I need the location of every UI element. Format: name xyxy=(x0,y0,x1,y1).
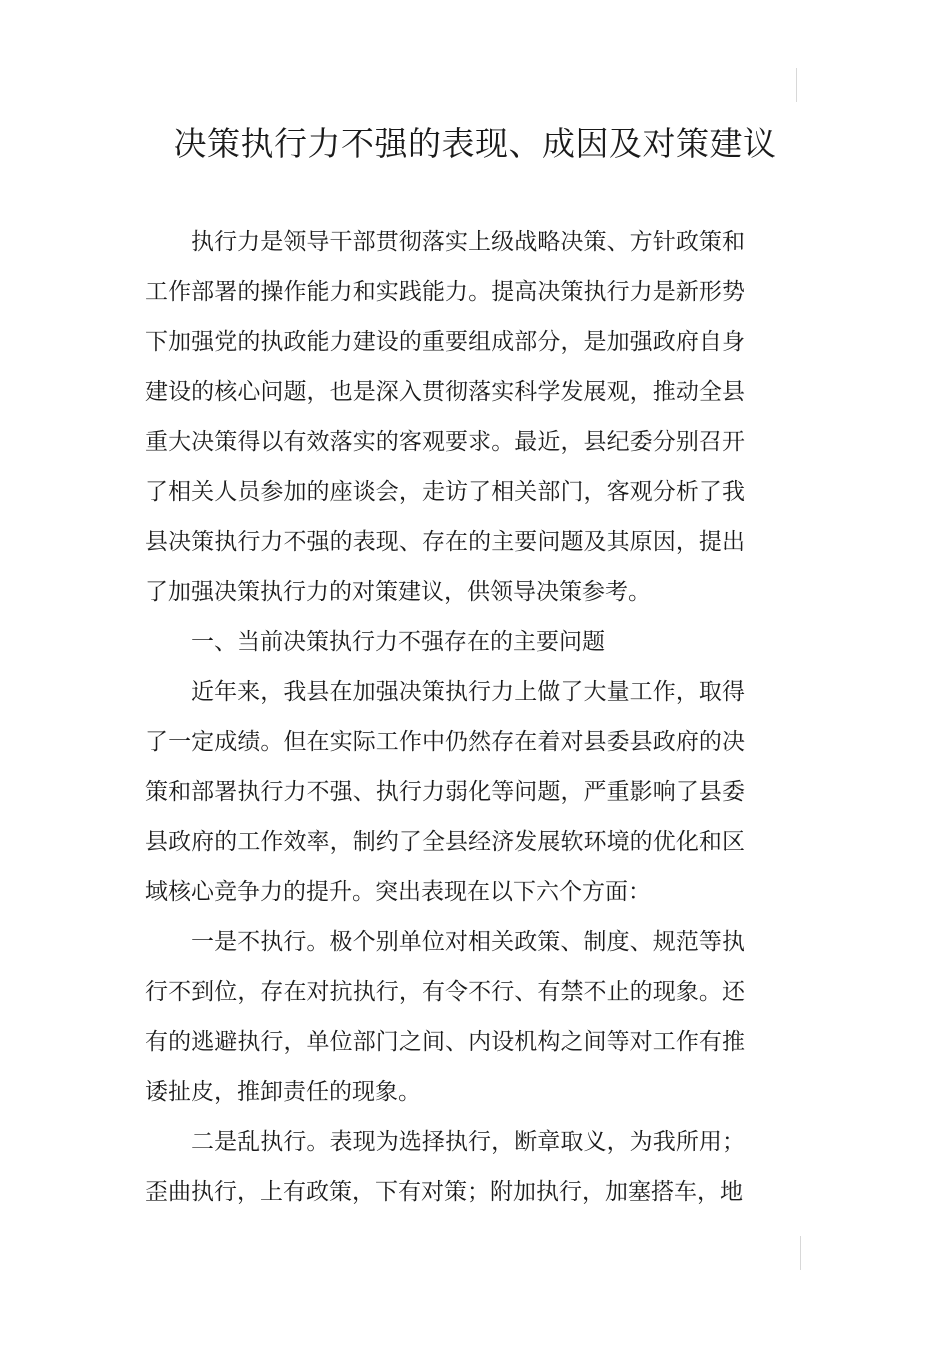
paragraph-overview: 近年来，我县在加强决策执行力上做了大量工作，取得了一定成绩。但在实际工作中仍然存在着对县委县政府的决策和部署执行力不强、执行力弱化等问题，严重影响了县委县政府的工作效率，制约了全县经济发展软环境的优化和区域核心竞争力的提升。突出表现在以下六个方面： xyxy=(145,679,745,905)
paragraph-point-one: 一是不执行。极个别单位对相关政策、制度、规范等执行不到位，存在对抗执行，有令不行、有禁不止的现象。还有的逃避执行，单位部门之间、内设机构之间等对工作有推诿扯皮，推卸责任的现象。 xyxy=(145,929,745,1105)
margin-mark-bottom xyxy=(800,1236,801,1270)
document-title: 决策执行力不强的表现、成因及对策建议 xyxy=(173,124,777,163)
margin-mark-top xyxy=(796,68,797,102)
paragraph-intro: 执行力是领导干部贯彻落实上级战略决策、方针政策和工作部署的操作能力和实践能力。提高决策执行力是新形势下加强党的执政能力建设的重要组成部分，是加强政府自身建设的核心问题，也是深入贯彻落实科学发展观，推动全县重大决策得以有效落实的客观要求。最近，县纪委分别召开了相关人员参加的座谈会，走访了相关部门，客观分析了我县决策执行力不强的表现、存在的主要问题及其原因，提出了加强决策执行力的对策建议，供领导决策参考。 xyxy=(145,229,745,605)
section-heading: 一、当前决策执行力不强存在的主要问题 xyxy=(191,629,605,655)
document-body xyxy=(145,217,745,1217)
paragraph-point-two: 二是乱执行。表现为选择执行，断章取义，为我所用；歪曲执行，上有政策，下有对策；附加执行，加塞搭车，地 xyxy=(145,1129,745,1205)
